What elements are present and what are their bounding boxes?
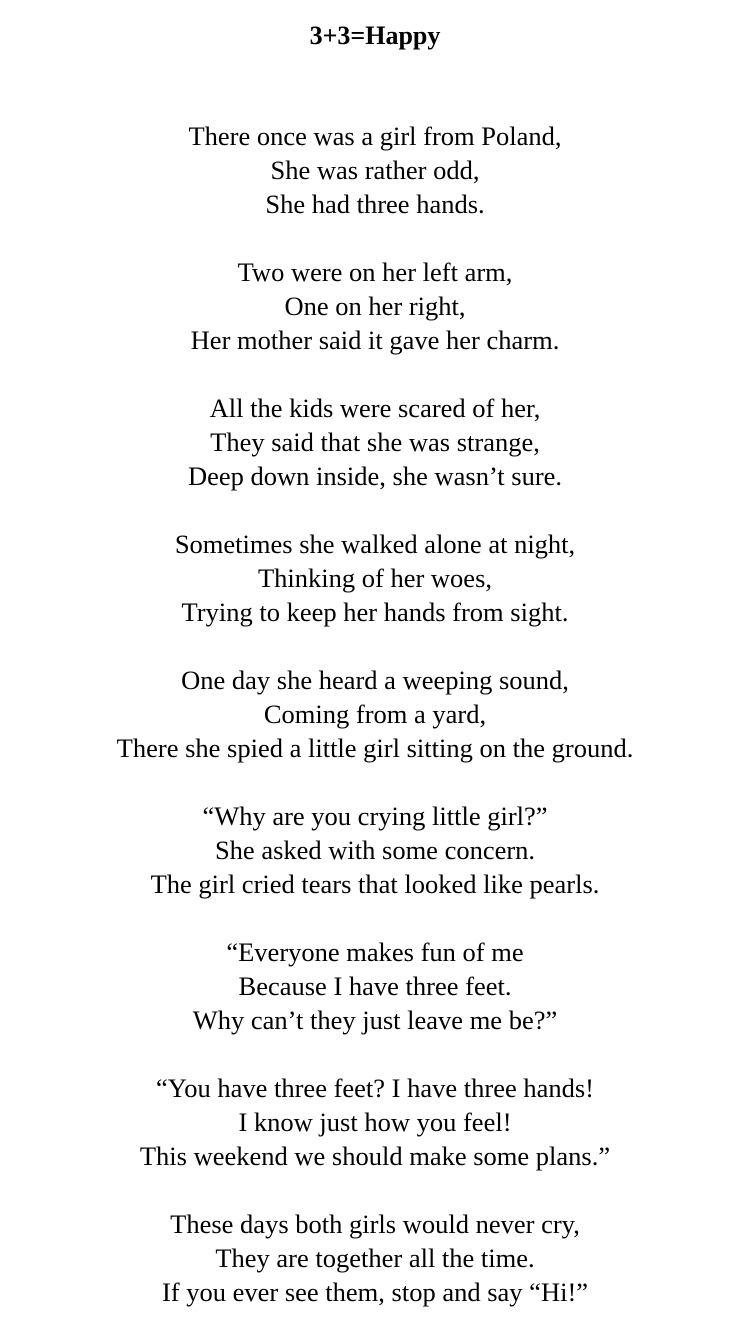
- poem-line: They are together all the time.: [215, 1243, 535, 1273]
- poem-line: There she spied a little girl sitting on the ground.: [116, 733, 634, 763]
- poem-line: They said that she was strange,: [210, 427, 540, 457]
- stanza: [0, 119, 750, 221]
- poem-line: She had three hands.: [265, 189, 485, 219]
- poem-line: Deep down inside, she wasn’t sure.: [187, 461, 563, 491]
- poem-title: 3+3=Happy: [309, 21, 441, 50]
- poem-body: [0, 119, 750, 1343]
- poem-line: These days both girls would never cry,: [170, 1209, 580, 1239]
- poem-line: She asked with some concern.: [214, 835, 536, 865]
- poem-line: All the kids were scared of her,: [209, 393, 541, 423]
- stanza: [0, 255, 750, 357]
- stanza: [0, 1071, 750, 1173]
- poem-line: Trying to keep her hands from sight.: [181, 597, 569, 627]
- poem-line: Why can’t they just leave me be?”: [192, 1005, 558, 1035]
- poem-line: Coming from a yard,: [263, 699, 487, 729]
- stanza: [0, 799, 750, 901]
- poem-line: Sometimes she walked alone at night,: [174, 529, 576, 559]
- poem-line: Thinking of her woes,: [257, 563, 493, 593]
- stanza: [0, 1207, 750, 1309]
- poem-line: She was rather odd,: [270, 155, 480, 185]
- poem-line: This weekend we should make some plans.”: [139, 1141, 611, 1171]
- poem-line: “Why are you crying little girl?”: [202, 801, 548, 831]
- poem-line: The girl cried tears that looked like pearls.: [150, 869, 600, 899]
- stanza: [0, 935, 750, 1037]
- poem-line: “You have three feet? I have three hands!: [155, 1073, 595, 1103]
- poem-line: Because I have three feet.: [238, 971, 512, 1001]
- stanza: [0, 663, 750, 765]
- poem-line: “Everyone makes fun of me: [226, 937, 524, 967]
- poem-line: Two were on her left arm,: [237, 257, 513, 287]
- poem-line: One on her right,: [284, 291, 466, 321]
- stanza: [0, 391, 750, 493]
- poem-line: If you ever see them, stop and say “Hi!”: [161, 1277, 589, 1307]
- stanza: [0, 527, 750, 629]
- poem-line: I know just how you feel!: [238, 1107, 512, 1137]
- poem-line: Her mother said it gave her charm.: [190, 325, 560, 355]
- poem-line: One day she heard a weeping sound,: [181, 665, 569, 695]
- poem-line: There once was a girl from Poland,: [188, 121, 562, 151]
